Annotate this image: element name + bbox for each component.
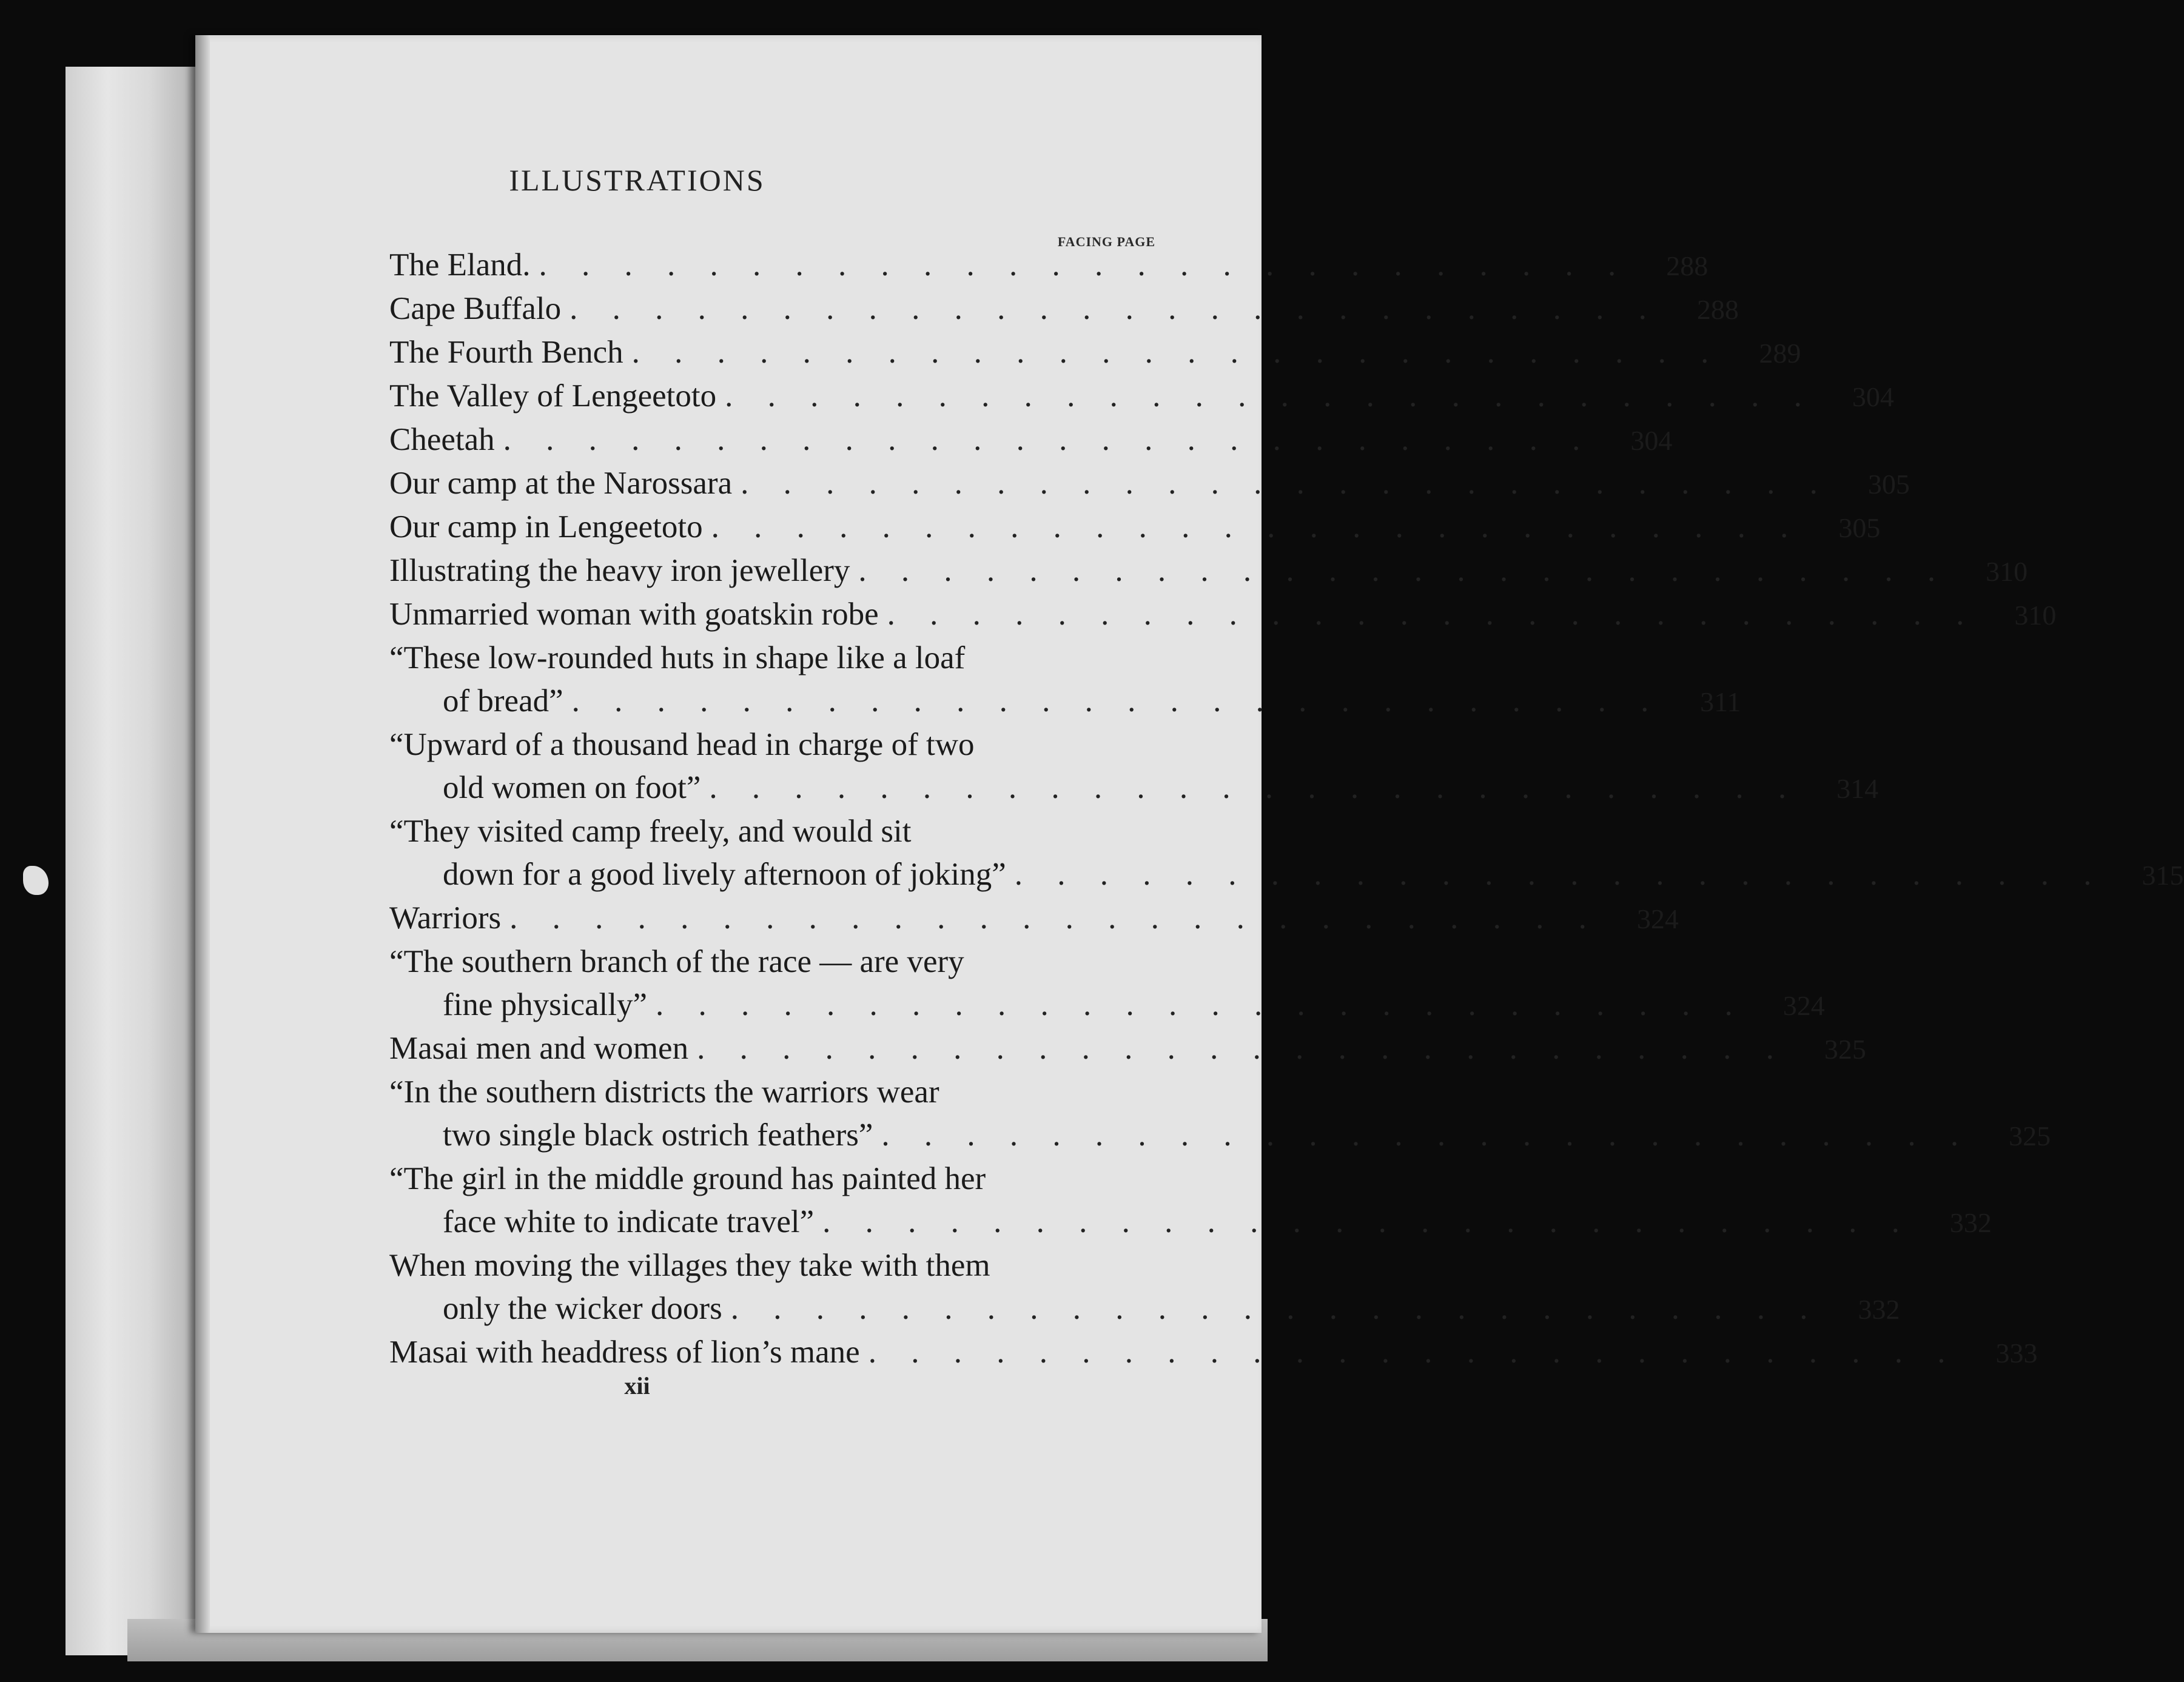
entry-continuation-line <box>389 766 1879 810</box>
illustration-entry <box>389 1331 2038 1375</box>
illustration-entry <box>389 244 1709 287</box>
facing-page-number: 304 <box>1630 425 1673 456</box>
facing-page-number: 332 <box>1858 1294 1900 1325</box>
entry-title: “These low-rounded huts in shape like a loaf <box>389 640 966 675</box>
entry-title: “They visited camp freely, and would sit <box>389 814 912 849</box>
entry-title: Unmarried woman with goatskin robe <box>389 597 879 632</box>
illustration-entry <box>389 593 2057 637</box>
facing-page-number: 304 <box>1852 381 1894 412</box>
entry-title: Our camp at the Narossara <box>389 466 733 501</box>
entry-title: down for a good lively afternoon of joking” <box>443 857 1006 892</box>
entry-line <box>389 723 1147 766</box>
entry-line <box>389 244 1709 287</box>
entry-line <box>389 1244 1147 1287</box>
facing-page-column-heading: FACING PAGE <box>1057 234 1155 249</box>
dot-leader: . . . . . . . . . . . . . . . . . . . . . . . . . . <box>881 1117 1972 1153</box>
illustration-entry <box>389 506 1881 549</box>
facing-page-number: 333 <box>1995 1338 2038 1369</box>
dot-leader: . . . . . . . . . . . . . . . . . . . . . . . . . . <box>1014 857 2105 892</box>
entry-title: Warriors <box>389 900 502 936</box>
illustration-entry <box>389 1244 1900 1331</box>
entry-continuation-line <box>389 680 1741 723</box>
dot-leader: . . . . . . . . . . . . . . . . . . . . . . . . . . <box>539 247 1630 283</box>
page-folio: xii <box>624 1372 650 1399</box>
entry-line <box>389 549 2028 593</box>
dot-leader: . . . . . . . . . . . . . . . . . . . . . . . . . . <box>503 422 1594 457</box>
dot-leader: . . . . . . . . . . . . . . . . . . . . . . . . . . <box>725 378 1815 414</box>
dot-leader: . . . . . . . . . . . . . . . . . . . . . . . . . . <box>656 987 1746 1022</box>
entry-line <box>389 506 1881 549</box>
facing-page-number: 324 <box>1782 990 1825 1021</box>
dot-leader: . . . . . . . . . . . . . . . . . . . . . . . . . . <box>730 1291 1821 1326</box>
dot-leader: . . . . . . . . . . . . . . . . . . . . . . . . . . <box>822 1204 1913 1239</box>
facing-page-number: 315 <box>2142 860 2184 891</box>
facing-page-number: 310 <box>2014 600 2057 631</box>
entry-line <box>389 1071 1147 1114</box>
entry-continuation-line <box>389 1287 1900 1331</box>
illustration-entry <box>389 897 1679 940</box>
illustration-list <box>389 244 2184 1375</box>
illustration-entry <box>389 418 1673 462</box>
illustration-entry <box>389 1027 1866 1071</box>
illustration-entry <box>389 375 1894 418</box>
paper-scrap <box>23 866 49 895</box>
dot-leader: . . . . . . . . . . . . . . . . . . . . . . . . . . <box>631 335 1722 370</box>
dot-leader: . . . . . . . . . . . . . . . . . . . . . . . . . . <box>571 683 1662 719</box>
entry-title: The Eland. <box>389 247 531 283</box>
entry-title: two single black ostrich feathers” <box>443 1117 873 1153</box>
entry-title: “In the southern districts the warriors wear <box>389 1074 939 1110</box>
entry-title: “The girl in the middle ground has painted her <box>389 1161 986 1196</box>
facing-page-number: 325 <box>1824 1034 1866 1065</box>
entry-title: “The southern branch of the race — are very <box>389 944 964 979</box>
dot-leader: . . . . . . . . . . . . . . . . . . . . . . . . . . <box>741 466 1831 501</box>
entry-title: The Fourth Bench <box>389 335 623 370</box>
entry-title: only the wicker doors <box>443 1291 722 1326</box>
dot-leader: . . . . . . . . . . . . . . . . . . . . . . . . . . <box>697 1031 1787 1066</box>
illustration-entry <box>389 637 1741 723</box>
facing-page-number: 325 <box>2009 1121 2051 1151</box>
dot-leader: . . . . . . . . . . . . . . . . . . . . . . . . . . <box>709 770 1800 805</box>
entry-line <box>389 1331 2038 1375</box>
entry-line <box>389 637 1147 680</box>
illustration-entry <box>389 723 1879 810</box>
entry-line <box>389 287 1739 331</box>
entry-line <box>389 897 1679 940</box>
entry-line <box>389 1158 1147 1201</box>
dot-leader: . . . . . . . . . . . . . . . . . . . . . . . . . . <box>570 291 1660 326</box>
entry-continuation-line <box>389 983 1825 1027</box>
dot-leader: . . . . . . . . . . . . . . . . . . . . . . . . . . <box>868 1335 1959 1370</box>
dot-leader: . . . . . . . . . . . . . . . . . . . . . . . . . . <box>509 900 1600 936</box>
facing-page-number: 310 <box>1986 556 2028 587</box>
entry-line <box>389 593 2057 637</box>
facing-page-number: 314 <box>1836 773 1879 804</box>
entry-title: Illustrating the heavy iron jewellery <box>389 553 850 588</box>
entry-line <box>389 418 1673 462</box>
entry-title: “Upward of a thousand head in charge of two <box>389 727 975 762</box>
illustration-entry <box>389 331 1801 375</box>
entry-title: Masai with headdress of lion’s mane <box>389 1335 860 1370</box>
entry-line <box>389 462 1910 506</box>
facing-page-number: 289 <box>1759 338 1801 369</box>
facing-page-number: 288 <box>1696 294 1739 325</box>
page-heading: ILLUSTRATIONS <box>509 163 765 197</box>
dot-leader: . . . . . . . . . . . . . . . . . . . . . . . . . . <box>858 553 1949 588</box>
entry-title: Cape Buffalo <box>389 291 562 326</box>
illustration-entry <box>389 1071 2051 1158</box>
facing-page-number: 288 <box>1666 250 1709 281</box>
entry-continuation-line <box>389 1114 2051 1158</box>
entry-title: The Valley of Lengeetoto <box>389 378 717 414</box>
entry-continuation-line <box>389 1201 1992 1244</box>
facing-page-number: 305 <box>1838 512 1881 543</box>
entry-line <box>389 331 1801 375</box>
dot-leader: . . . . . . . . . . . . . . . . . . . . . . . . . . <box>887 597 1978 632</box>
facing-page-number: 332 <box>1949 1207 1992 1238</box>
dot-leader: . . . . . . . . . . . . . . . . . . . . . . . . . . <box>711 509 1802 544</box>
entry-title: old women on foot” <box>443 770 701 805</box>
entry-title: When moving the villages they take with them <box>389 1248 990 1283</box>
entry-title: Our camp in Lengeetoto <box>389 509 703 544</box>
illustration-entry <box>389 462 1910 506</box>
facing-page-number: 311 <box>1700 686 1741 717</box>
facing-page-number: 305 <box>1867 469 1910 500</box>
entry-title: fine physically” <box>443 987 648 1022</box>
illustration-entry <box>389 1158 1992 1244</box>
facing-page-number: 324 <box>1636 903 1679 934</box>
illustration-entry <box>389 287 1739 331</box>
entry-title: Cheetah <box>389 422 495 457</box>
entry-line <box>389 810 1147 853</box>
entry-continuation-line <box>389 853 2184 897</box>
entry-title: of bread” <box>443 683 563 719</box>
book-edge-left <box>66 67 205 1655</box>
entry-title: Masai men and women <box>389 1031 689 1066</box>
entry-line <box>389 1027 1866 1071</box>
entry-line <box>389 940 1147 983</box>
illustration-entry <box>389 810 2184 897</box>
entry-title: face white to indicate travel” <box>443 1204 815 1239</box>
entry-line <box>389 375 1894 418</box>
illustration-entry <box>389 940 1825 1027</box>
illustration-entry <box>389 549 2028 593</box>
